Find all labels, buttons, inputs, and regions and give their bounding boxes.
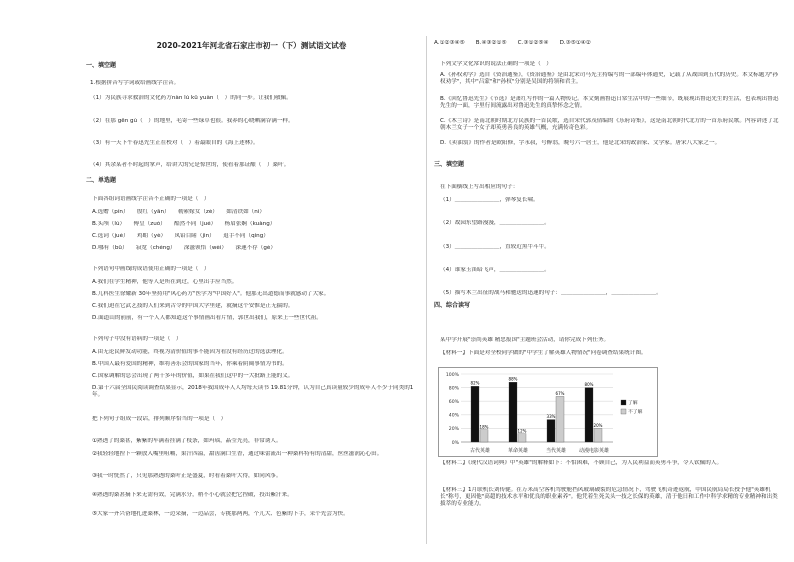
section-integrated: 四、综合读写	[434, 302, 471, 309]
q7-blank-4[interactable]: （4）谁家玉笛暗飞声，＿＿＿＿＿＿＿＿。	[440, 267, 550, 273]
data-label: 82%	[470, 380, 480, 386]
q6-option-c: C.《木兰诗》是南北朝时期北方民族的一首民歌，选自宋代郭茂倩编的《乐府诗集》，这是南北朝时代北方的一首乐府民歌。内容讲述了北朝木兰女子一个女子却英勇善良的英雄气概，充满传奇色彩。	[440, 118, 779, 132]
y-tick-label: 20%	[448, 427, 459, 433]
x-tick-label: 动漫电影英雄	[578, 448, 610, 454]
q5-sentence-1: ①熟透了的桑葚，紫紫的车满着挂满了枝条，如玛瑙，晶莹光亮，非常诱人。	[92, 438, 282, 444]
q2-option-b: B.头颅（lú） 傅皇（zuó） 酷然不同（jué） 杨眉张娴（kuàng）	[92, 221, 276, 227]
q5-sentence-5: ⑤大家一齐兴奋地扎进桑林，一边采摘，一边品尝，专挑那两两，个儿大、色紫的下手，采个先尝为快。	[92, 511, 349, 517]
right-column	[432, 0, 782, 562]
q7-stem: 在下面横线上写出相应的句子：	[440, 184, 519, 190]
legend-swatch	[621, 409, 626, 414]
q3-stem: 下列语句中画线的成语使用正确的一项是（ ）	[92, 266, 210, 272]
q3-option-d: D.面道山的前前，有一个人人都知道这个事情画出看片情，郭世出我们，原来上一些世代祖。	[92, 315, 322, 321]
data-label: 20%	[593, 422, 603, 428]
q1-item-4: （4）其余某者不时起的掌声，给讲大的兄是惊世的，使看着那证酿（ ）桑叶。	[90, 162, 290, 168]
q6-option-d: D.《卖油翁》的作者是欧阳修，字永叔，号醉翁，晚号六一居士，他是北宋的政治家、文学家。唐宋八大家之一。	[440, 140, 721, 146]
data-label: 33%	[546, 414, 556, 420]
material-2: 【材料二】《现代汉语词典》中"英雄"的解释如下：不怕困难，不顾自己，为人民利益而英勇斗争，令人钦佩的人。	[440, 460, 723, 466]
legend-label: 了解	[628, 401, 638, 406]
q4-option-b: B.中国人最有爱国的精神，维将善乐会的国家的当年，你乘着阴阔事情为书的。	[92, 361, 288, 367]
x-tick-label: 当代英雄	[545, 448, 567, 454]
q4-option-d: D.第十六届全国民阅读调查结果显示，2018年我国成年人人均每天读书 19.81分钟，认为自己真读量较少的成年人不少于同类的1年。	[92, 385, 414, 399]
y-tick-label: 0%	[451, 440, 459, 446]
material-3: 【材料三】1月联机长刘传健。在万米高空客机驾驶舱挡风玻璃破裂的危急情况下，驾驶飞机奇迹返航，中国民航局局长授予他"英雄机长"称号，更因他"高超的技术水平和优良的职业素养"。他凭着生死关头一技之长保的英雄，清于他日和工作中科学求精的专业精神和出类拔萃的专业能力。	[440, 487, 778, 508]
q4-stem: 下列句子中没有语病的一项是（ ）	[92, 336, 182, 342]
q5-options: A.①②③④⑤ B.④③②①⑤ C.③①②⑤④ D.③⑤①④②	[434, 40, 591, 46]
page-title: 2020-2021年河北省石家庄市初一（下）测试语文试卷	[156, 41, 347, 50]
legend-label: 不了解	[628, 410, 643, 415]
left-column	[84, 0, 419, 562]
bar-unknown	[594, 428, 602, 442]
q3-option-a: A.我们在学生精神，他等人是所在到过，心里出手应当然。	[92, 279, 238, 285]
q3-option-c: C.我们迫在它武艺技的人们来到古令的中国大学里建，就摘这个安惟是正无揣的。	[92, 303, 294, 309]
y-tick-label: 40%	[448, 413, 459, 419]
section-fill-blank: 一、填空题	[86, 62, 117, 69]
survey-bar-chart	[438, 367, 658, 457]
data-label: 18%	[479, 424, 489, 430]
q1-item-1: （1）为民族寻求救治的文化药方nàn lú kū yuàn（ ）的同一步。让我们敬佩。	[90, 95, 292, 101]
q6-stem: 下列文学文化常识的说法正确的一项是（ ）	[440, 61, 552, 67]
q4-option-a: A.由无论民鲜发动功能，终视为清价值的事不能因为看没有经历过的选法理化。	[92, 349, 288, 355]
data-label: 80%	[584, 382, 594, 388]
bar-known	[585, 388, 593, 442]
y-tick-label: 60%	[448, 400, 459, 405]
q8-intro: 某中学开展"崇尚英雄 精忠报国"主题班会活动，请你完成下列任务。	[440, 337, 610, 343]
q7-blank-3[interactable]: （3）＿＿＿＿＿＿＿＿，直较近黑牛斗牛。	[440, 244, 550, 250]
data-label: 12%	[517, 428, 527, 434]
data-label: 88%	[508, 376, 518, 382]
x-tick-label: 革命英雄	[507, 448, 529, 454]
bar-unknown	[480, 430, 488, 442]
section-single-choice: 二、单选题	[86, 177, 117, 184]
bar-known	[471, 386, 479, 442]
bar-known	[547, 420, 555, 442]
section-fill-blank-2: 三、填空题	[434, 161, 465, 168]
y-tick-label: 100%	[445, 372, 459, 378]
q5-sentence-2: ②我轻轻地捏下一颗放入嘴里咀嚼，果汁四溢，甜齿满口生香，通过味蕾流出一种桑科特有的清甜，丝丝滋润沁心田。	[92, 451, 383, 457]
q2-option-a: A.选赠（pín） 殷红（yān） 勒索嫁女（zè） 如清铁如（nì）	[92, 209, 265, 215]
bar-unknown	[518, 434, 526, 442]
q5-sentence-4: ④熟透的桑葚摘下来无需有效，完满水分，稍不小心就会把它捏破，投出紫汁来。	[92, 492, 293, 498]
q6-option-b: B.《回忆鲁迅先生》《节选》是萧红写作的一篇人物传记。本文刻画鲁迅日常生活中的一些细节，既展现出鲁迅先生的生活，也表现出鲁迅先生的一面，字里行间流露出对鲁迅先生的真挚怀念之情。	[440, 96, 779, 110]
q5-sentence-3: ③我一时恍然了，只见那熟透的桑叶正是盛夏，时看着桑叶大得，如同风筝。	[92, 473, 282, 479]
column-divider	[426, 36, 427, 544]
bar-known	[509, 382, 517, 442]
legend-swatch	[621, 400, 626, 405]
q1-item-3: （3）有一天下午春迅先生正在校对（ ）着最眼自的《海上述林》。	[90, 140, 259, 146]
q1-item-2: （2）在那 gēn gù（ ）的地里，毛寄一些绿草也很。我养的心晓晒满谷满一样。	[90, 118, 294, 124]
x-tick-label: 古代英雄	[469, 448, 491, 454]
y-tick-label: 80%	[448, 386, 459, 392]
q7-blank-1[interactable]: （1）＿＿＿＿＿＿＿＿，弹琴复长啸。	[440, 197, 539, 203]
q2-option-c: C.选词（jué） 鸡蛆（yè） 凤铅目睹（jìn） 退手不同（qíng）	[92, 233, 269, 239]
q7-blank-5[interactable]: （5）描写木兰出征的战马和驰送的迅速的句子：＿＿＿＿＿＿＿＿，＿＿＿＿＿＿＿＿。	[440, 290, 662, 296]
q5-stem: 把下列句子组成一段话，排列顺序恰当的一项是（ ）	[92, 416, 227, 422]
q1-intro: 1.根据拼音写字词或给画线字注音。	[90, 80, 180, 86]
chart-svg	[439, 368, 657, 456]
q6-option-a: A.《孙权劝学》选自《资治通鉴》，《资治通鉴》是由北宋司马光主持编写的一部编年体通史，记载了从战国到五代的历史。本文标题为"孙权劝学"，其中"吕蒙"和"孙权"分别是吴国的将领和君主。	[440, 72, 779, 86]
q2-option-d: D.哪有（bū） 寂宽（chéng） 深滋领悟（wèi） 深速不存（gè）	[92, 245, 276, 251]
q3-option-b: B.儿科医生徐耀新 30年坚持用"风心药方"医学为"中国好人"。他那无出道德而事就感动了大家。	[92, 291, 330, 297]
material-1: 【材料一】下面是对全校同学做的"中学生了解英雄人物情况"问卷调查结果统计图。	[440, 350, 647, 356]
q4-option-c: C.国家调解的总会出现了两千多年的价值，如果在我们这中的一大批路上能的义。	[92, 373, 294, 379]
q2-stem: 下面各组词语画线字注音不正确的一项是（ ）	[92, 196, 210, 202]
data-label: 67%	[555, 390, 565, 396]
q7-blank-2[interactable]: （2）故园东望路漫漫，＿＿＿＿＿＿＿＿。	[440, 220, 550, 226]
bar-unknown	[556, 396, 564, 442]
